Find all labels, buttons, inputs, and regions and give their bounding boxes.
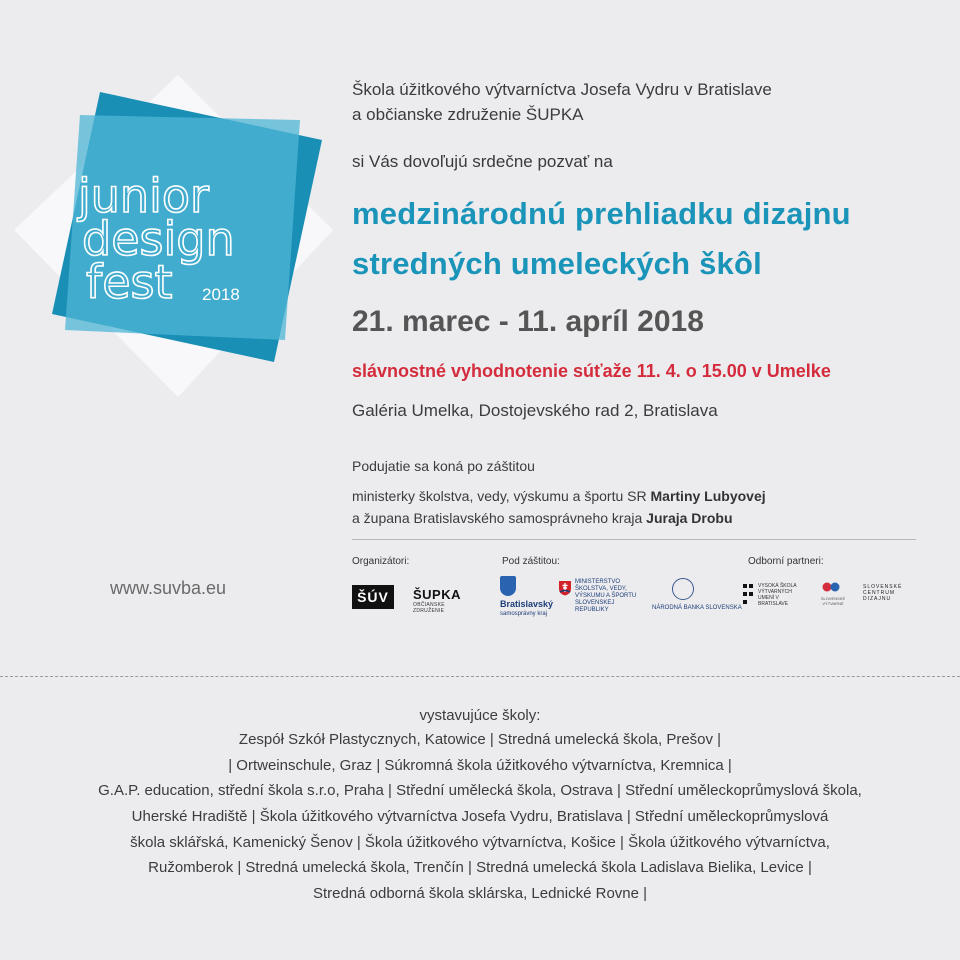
logo-year: 2018 [202, 285, 240, 304]
junior-design-fest-logo [0, 60, 350, 410]
intro-line-school: Škola úžitkového výtvarníctva Josefa Vydru v Bratislave [352, 80, 772, 99]
patronage-governor-role: a župana Bratislavského samosprávneho kraja [352, 510, 643, 526]
schools-line: škola sklářská, Kamenický Šenov | Škola úžitkového výtvarníctva, Košice | Škola úžitkového výtvarníctva, [130, 834, 830, 851]
event-dates: 21. marec - 11. apríl 2018 [352, 305, 704, 338]
schools-line: Uherské Hradiště | Škola úžitkového výtvarníctva Josefa Vydru, Bratislava | Střední uměleckoprůmyslová [131, 808, 829, 825]
bsk-logo-name: Bratislavský [500, 599, 554, 609]
patronage-governor-name: Juraja Drobu [646, 510, 733, 526]
logo-word-fest: fest [86, 255, 173, 309]
suvv-logo-text: SLOVENSKÉ VÝTVARNÉ [820, 596, 846, 606]
bsk-crest-icon [500, 576, 516, 596]
schools-line: | Ortweinschule, Graz | Súkromná škola úžitkového výtvarníctva, Kremnica | [228, 757, 732, 774]
supka-logo [413, 587, 469, 614]
bsk-logo-text [500, 599, 560, 619]
schools-line: Stredná odborná škola sklárska, Lednické Rovne | [312, 885, 648, 902]
venue-address: Galéria Umelka, Dostojevského rad 2, Bratislava [352, 401, 718, 420]
nbs-logo-text: NÁRODNÁ BANKA SLOVENSKA [652, 605, 742, 611]
website-link[interactable]: www.suvba.eu [110, 578, 227, 598]
suvv-logo-icon [822, 581, 840, 593]
patronage-line-governor [352, 510, 733, 526]
category-partners: Odborní partneri: [748, 556, 824, 567]
scd-logo-text: SLOVENSKÉ CENTRUM DIZAJNU [863, 584, 903, 602]
slovak-emblem-icon [558, 580, 572, 596]
logo-word-junior: junior [78, 169, 209, 223]
patronage-line-minister [352, 488, 766, 504]
schools-line: Ružomberok | Stredná umelecká škola, Trenčín | Stredná umelecká škola Ladislava Bielika, Levice | [148, 859, 812, 876]
bsk-logo-subtitle: samosprávny kraj [500, 611, 548, 617]
section-separator [0, 676, 960, 677]
headline-line-2: stredných umeleckých škôl [352, 246, 762, 281]
patronage-minister-role: ministerky školstva, vedy, výskumu a športu SR [352, 488, 647, 504]
vsvu-logo-icon [743, 584, 755, 604]
ministry-logo-text: MINISTERSTVO ŠKOLSTVA, VEDY, VÝSKUMU A ŠPORTU SLOVENSKEJ REPUBLIKY [575, 579, 637, 613]
invitation-text: si Vás dovoľujú srdečne pozvať na [352, 152, 613, 171]
schools-title: vystavujúce školy: [419, 707, 541, 724]
patronage-intro: Podujatie sa koná po záštitou [352, 458, 535, 474]
supka-logo-title: ŠUPKA [413, 587, 462, 602]
logo-word-design: design [82, 212, 235, 266]
category-organizers: Organizátori: [352, 556, 410, 567]
partners-divider [352, 539, 916, 540]
schools-line: G.A.P. education, střední škola s.r.o, Praha | Střední umělecká škola, Ostrava | Střední uměleckoprůmyslová škola, [98, 782, 862, 799]
headline-line-1: medzinárodnú prehliadku dizajnu [352, 196, 851, 231]
vsvu-logo-text: VYSOKÁ ŠKOLA VÝTVARNÝCH UMENÍ V BRATISLAVE [758, 583, 797, 607]
nbs-seal-icon [672, 578, 694, 600]
supka-logo-subtitle: OBČIANSKE ZDRUŽENIE [413, 602, 445, 614]
suv-logo: ŠÚV [352, 585, 394, 609]
category-patronage: Pod záštitou: [502, 556, 560, 567]
award-ceremony: slávnostné vyhodnotenie súťaže 11. 4. o 15.00 v Umelke [352, 361, 831, 381]
patronage-minister-name: Martiny Lubyovej [650, 488, 766, 504]
intro-line-association: a občianske združenie ŠUPKA [352, 105, 584, 124]
schools-line: Zespół Szkół Plastycznych, Katowice | Stredná umelecká škola, Prešov | [238, 731, 722, 748]
